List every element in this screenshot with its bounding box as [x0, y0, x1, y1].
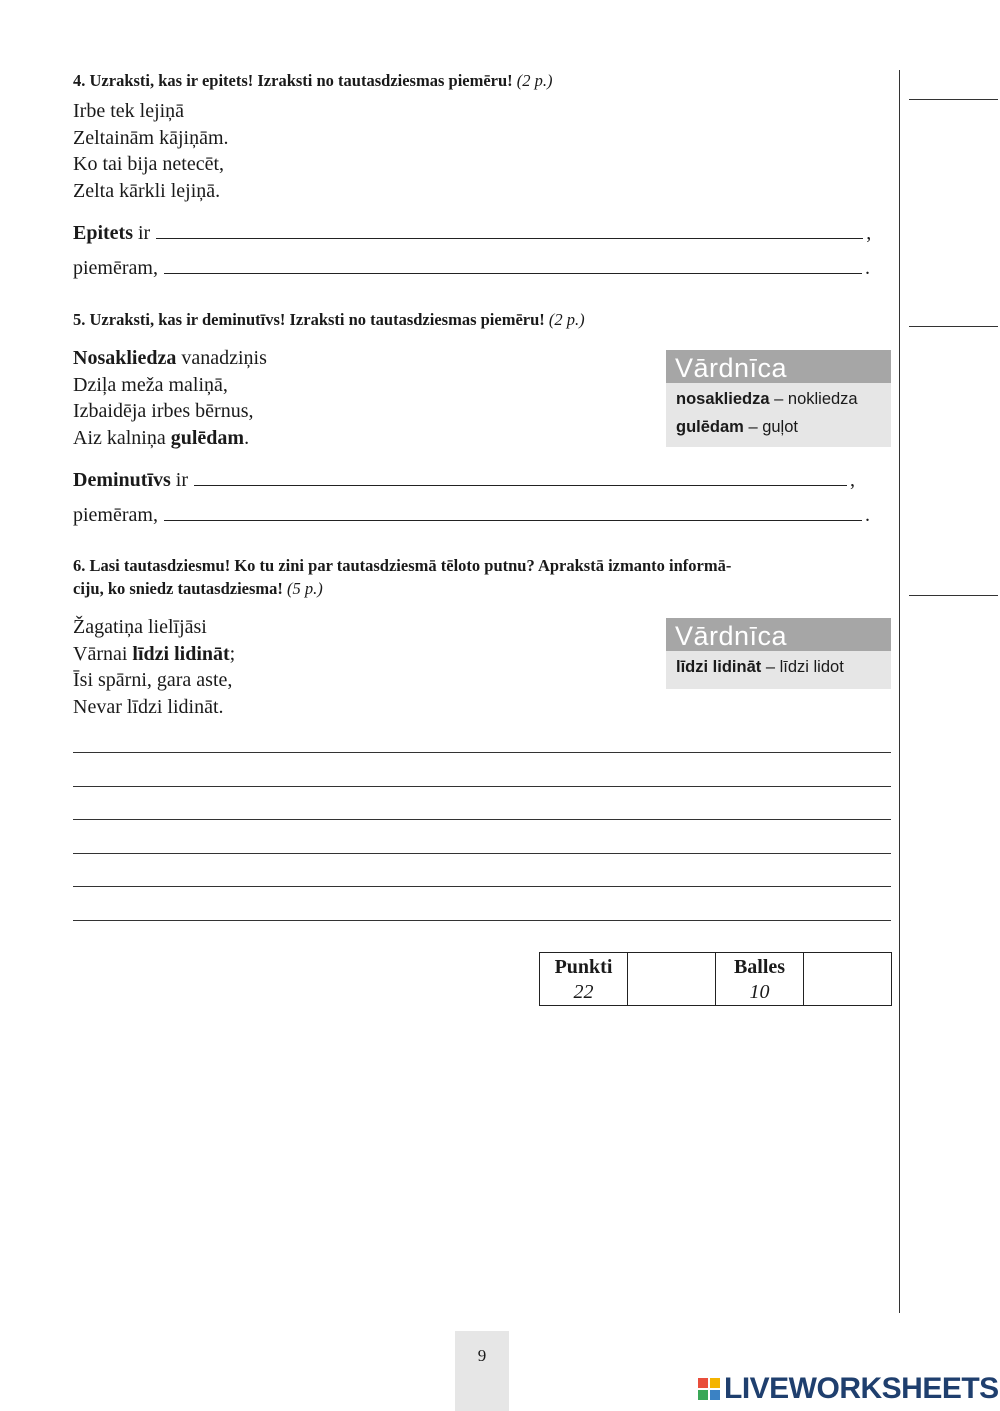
dictionary-meaning: – nokliedza	[769, 390, 858, 408]
score-table	[539, 952, 892, 1006]
question-5-text: 5. Uzraksti, kas ir deminutīvs! Izraksti no tautasdziesmas piemēru!	[73, 310, 545, 329]
logo-grid-icon	[698, 1378, 720, 1400]
poem-line	[73, 425, 267, 452]
question-5-poem	[73, 345, 267, 451]
poem-line: Ko tai bija netecēt,	[73, 153, 225, 175]
poem-text: Vārnai	[73, 642, 133, 665]
bold-word: Nosakliedza	[73, 347, 177, 369]
epitets-term: Epitets	[73, 222, 133, 244]
term-suffix: ir	[175, 469, 189, 491]
question-5-title	[73, 308, 893, 331]
epitets-definition-answer-line[interactable]	[156, 237, 863, 239]
question-4-poem	[73, 98, 229, 204]
question-4-points: (2 p.)	[516, 71, 553, 90]
grade-cell	[716, 953, 804, 1006]
page-number-box	[455, 1331, 509, 1411]
poem-line: Žagatiņa lielījāsi	[73, 616, 207, 638]
epitets-definition-row: Epitets ir ,	[73, 222, 872, 244]
poem-line	[73, 641, 235, 668]
deminutivs-term: Deminutīvs	[73, 469, 171, 491]
dictionary-title: Vārdnīca	[666, 350, 891, 383]
dictionary-entry	[666, 383, 891, 413]
poem-text: ;	[229, 642, 236, 665]
dictionary-title: Vārdnīca	[666, 618, 891, 651]
bold-word: gulēdam	[170, 426, 245, 449]
poem-line	[73, 345, 267, 372]
poem-line: Nevar līdzi lidināt.	[73, 695, 224, 718]
dictionary-word: nosakliedza	[676, 390, 770, 408]
poem-line: Zelta kārkli lejiņā.	[73, 179, 221, 202]
dictionary-meaning: – līdzi lidot	[761, 658, 844, 676]
poem-line: Irbe tek lejiņā	[73, 100, 185, 122]
deminutivs-example-row: piemēram, .	[73, 504, 870, 526]
poem-line: Īsi spārni, gara aste,	[73, 669, 233, 691]
margin-score-line-q6[interactable]	[909, 595, 998, 596]
example-label: piemēram,	[73, 257, 158, 279]
question-6-text-line2: ciju, ko sniedz tautasdziesma!	[73, 579, 283, 598]
points-max: 22	[573, 981, 594, 1003]
poem-line: Zeltainām kājiņām.	[73, 126, 229, 149]
question-6-text-line1: 6. Lasi tautasdziesmu! Ko tu zini par tautasdziesmā tēloto putnu? Aprakstā izmanto informā-	[73, 556, 732, 575]
deminutivs-example-answer-line[interactable]	[164, 519, 862, 521]
question-4-text: 4. Uzraksti, kas ir epitets! Izraksti no tautasdziesmas piemēru!	[73, 71, 513, 90]
dictionary-entry	[666, 651, 891, 681]
liveworksheets-logo	[698, 1372, 999, 1406]
margin-score-line-q4[interactable]	[909, 99, 998, 100]
poem-text: .	[244, 426, 250, 449]
poem-line: Dziļa meža maliņā,	[73, 373, 228, 396]
bold-word: līdzi lidināt	[132, 642, 230, 665]
grade-earned-cell[interactable]	[804, 953, 892, 1006]
deminutivs-definition-answer-line[interactable]	[194, 484, 847, 486]
dictionary-word: līdzi lidināt	[676, 658, 762, 676]
grade-label: Balles	[733, 956, 786, 978]
poem-text: vanadziņis	[176, 347, 267, 369]
term-suffix: ir	[138, 222, 151, 244]
dictionary-box-q6	[666, 618, 891, 689]
answer-line[interactable]	[73, 752, 891, 753]
points-cell	[540, 953, 628, 1006]
question-6-poem	[73, 614, 235, 720]
answer-line[interactable]	[73, 819, 891, 820]
answer-line[interactable]	[73, 920, 891, 921]
brand-name: LIVEWORKSHEETS	[724, 1372, 999, 1405]
example-label: piemēram,	[73, 504, 158, 526]
dictionary-meaning: – guļot	[743, 418, 798, 436]
question-6-title	[73, 554, 893, 600]
epitets-example-row: piemēram, .	[73, 257, 870, 279]
deminutivs-definition-row: Deminutīvs ir ,	[73, 469, 856, 491]
question-5-points: (2 p.)	[548, 310, 585, 329]
page-number: 9	[477, 1346, 487, 1365]
dictionary-box-q5	[666, 350, 891, 447]
poem-text: Aiz kalniņa	[73, 426, 171, 449]
poem-line: Izbaidēja irbes bērnus,	[73, 400, 254, 422]
dictionary-word: gulēdam	[676, 418, 744, 436]
question-4-title	[73, 69, 893, 92]
margin-divider	[899, 70, 900, 1313]
points-earned-cell[interactable]	[628, 953, 716, 1006]
answer-line[interactable]	[73, 853, 891, 854]
answer-line[interactable]	[73, 886, 891, 887]
epitets-example-answer-line[interactable]	[164, 272, 862, 274]
answer-line[interactable]	[73, 786, 891, 787]
grade-max: 10	[749, 981, 770, 1003]
question-6-points: (5 p.)	[287, 579, 323, 598]
dictionary-entry	[666, 413, 891, 441]
margin-score-line-q5[interactable]	[909, 326, 998, 327]
points-label: Punkti	[554, 956, 613, 978]
